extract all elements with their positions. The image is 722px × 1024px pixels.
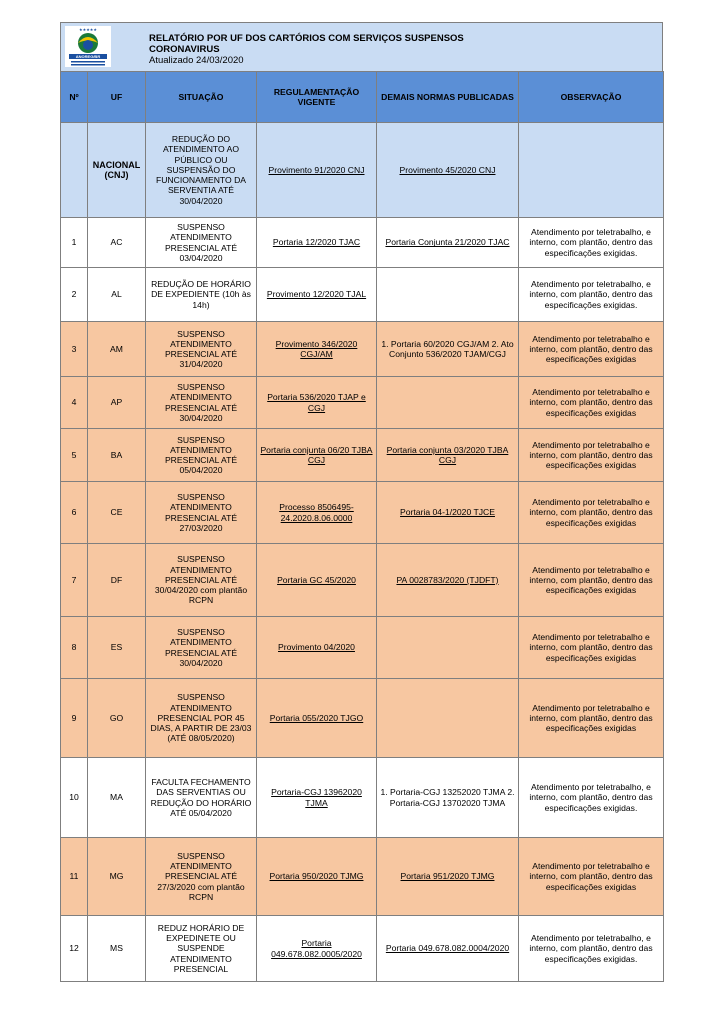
row-num: 12 [61,916,88,982]
row-situacao: SUSPENSO ATENDIMENTO PRESENCIAL ATÉ 27/03/2020 [146,482,257,544]
logo-text: ANOREG/BR [75,54,101,59]
row-situacao: SUSPENSO ATENDIMENTO PRESENCIAL POR 45 DIAS, A PARTIR DE 23/03 (ATÉ 08/05/2020) [146,679,257,758]
demais-normas-link[interactable]: Provimento 45/2020 CNJ [399,164,496,175]
row-observacao: Atendimento por teletrabalho e interno, com plantão, dentro das especificações exigidas [519,377,664,429]
demais-normas-link[interactable]: Portaria 049.678.082.0004/2020 [385,943,510,954]
updated-date: Atualizado 24/03/2020 [149,55,244,66]
table-row [61,218,664,268]
table-row [61,758,664,838]
row-observacao: Atendimento por teletrabalho e interno, com plantão, dentro das especificações exigidas [519,544,664,617]
regulamentacao-link[interactable]: Provimento 12/2020 TJAL [266,289,367,300]
regulamentacao-link[interactable]: Portaria GC 45/2020 [277,574,356,585]
regulamentacao-link[interactable]: Portaria conjunta 06/20 TJBA CGJ [260,444,373,465]
regulamentacao-link[interactable]: Provimento 91/2020 CNJ [268,164,365,175]
demais-normas-link[interactable]: Portaria Conjunta 21/2020 TJAC [385,237,510,248]
table-row [61,482,664,544]
row-situacao: SUSPENSO ATENDIMENTO PRESENCIAL ATÉ 31/04/2020 [146,322,257,377]
row-uf: AC [88,218,146,268]
row-situacao: SUSPENSO ATENDIMENTO PRESENCIAL ATÉ 30/04/2020 [146,617,257,679]
regulamentacao-link[interactable]: Portaria 950/2020 TJMG [269,871,364,882]
row-observacao: Atendimento por teletrabalho, e interno, com plantão, dentro das especificações exigidas. [519,268,664,322]
row-uf: MA [88,758,146,838]
regulamentacao-link[interactable]: Portaria 055/2020 TJGO [269,712,364,723]
col-header-demais: DEMAIS NORMAS PUBLICADAS [377,72,519,123]
row-uf: DF [88,544,146,617]
row-num: 11 [61,838,88,916]
row-demais: 1. Portaria-CGJ 13252020 TJMA 2. Portaria-CGJ 13702020 TJMA [377,758,519,838]
table-row [61,544,664,617]
regulamentacao-link[interactable]: Provimento 04/2020 [278,642,355,653]
row-situacao: REDUÇÃO DE HORÁRIO DE EXPEDIENTE (10h às 14h) [146,268,257,322]
row-observacao: Atendimento por teletrabalho e interno, com plantão, dentro das especificações exigidas [519,617,664,679]
document-page [60,22,663,982]
row-uf: ES [88,617,146,679]
table-row [61,322,664,377]
demais-normas-link[interactable]: Portaria 04-1/2020 TJCE [400,507,495,518]
row-num: 9 [61,679,88,758]
row-uf: MS [88,916,146,982]
table-row [61,838,664,916]
row-observacao: Atendimento por teletrabalho, e interno, com plantão, dentro das especificações exigidas. [519,218,664,268]
demais-normas-link[interactable]: Portaria conjunta 03/2020 TJBA CGJ [386,444,509,465]
row-num: 2 [61,268,88,322]
row-situacao: SUSPENSO ATENDIMENTO PRESENCIAL ATÉ 27/3/2020 com plantão RCPN [146,838,257,916]
row-num: 1 [61,218,88,268]
row-uf: AL [88,268,146,322]
row-situacao: SUSPENSO ATENDIMENTO PRESENCIAL ATÉ 30/04/2020 [146,377,257,429]
report-title-line2: CORONAVIRUS [149,44,220,55]
regulamentacao-link[interactable]: Processo 8506495-24.2020.8.06.0000 [279,502,354,523]
row-uf: MG [88,838,146,916]
row-demais: 1. Portaria 60/2020 CGJ/AM 2. Ato Conjunto 536/2020 TJAM/CGJ [377,322,519,377]
row-uf: CE [88,482,146,544]
col-header-uf: UF [88,72,146,123]
regulamentacao-link[interactable]: Portaria-CGJ 13962020 TJMA [271,787,362,808]
col-header-observacao: OBSERVAÇÃO [519,72,664,123]
row-observacao: Atendimento por teletrabalho e interno, com plantão, dentro das especificações exigidas [519,838,664,916]
regulamentacao-link[interactable]: Portaria 536/2020 TJAP e CGJ [267,392,366,413]
row-uf: AM [88,322,146,377]
row-num: 3 [61,322,88,377]
regulamentacao-link[interactable]: Portaria 12/2020 TJAC [272,237,361,248]
col-header-num: Nº [61,72,88,123]
row-num: 7 [61,544,88,617]
row-observacao: Atendimento por teletrabalho e interno, com plantão, dentro das especificações exigidas [519,429,664,482]
row-num: 10 [61,758,88,838]
row-num: 8 [61,617,88,679]
regulamentacao-link[interactable]: Provimento 346/2020 CGJ/AM [275,338,358,359]
row-situacao: SUSPENSO ATENDIMENTO PRESENCIAL ATÉ 03/04/2020 [146,218,257,268]
row-uf: BA [88,429,146,482]
table-row [61,377,664,429]
row-num: 5 [61,429,88,482]
col-header-situacao: SITUAÇÃO [146,72,257,123]
table-row [61,617,664,679]
regulamentacao-link[interactable]: Portaria 049.678.082.0005/2020 [271,938,362,959]
row-observacao: Atendimento por teletrabalho e interno, com plantão, dentro das especificações exigidas [519,322,664,377]
row-demais [377,377,519,429]
row-situacao: SUSPENSO ATENDIMENTO PRESENCIAL ATÉ 05/04/2020 [146,429,257,482]
demais-normas-link[interactable]: PA 0028783/2020 (TJDFT) [396,574,499,585]
table-header-row [61,72,664,123]
table-row [61,679,664,758]
row-situacao: FACULTA FECHAMENTO DAS SERVENTIAS OU REDUÇÃO DO HORÁRIO ATÉ 05/04/2020 [146,758,257,838]
col-header-regulamentacao: REGULAMENTAÇÃO VIGENTE [257,72,377,123]
title-block [149,33,464,66]
row-observacao [519,123,664,218]
row-uf: GO [88,679,146,758]
svg-text:★★★★★: ★★★★★ [79,27,97,32]
table-row [61,429,664,482]
row-demais [377,268,519,322]
row-demais [377,617,519,679]
demais-normas-link[interactable]: Portaria 951/2020 TJMG [400,871,495,882]
row-situacao: REDUÇÃO DO ATENDIMENTO AO PÚBLICO OU SUSPENSÃO DO FUNCIONAMENTO DA SERVENTIA ATÉ 30/04/2020 [146,123,257,218]
report-title-line1: RELATÓRIO POR UF DOS CARTÓRIOS COM SERVIÇOS SUSPENSOS [149,33,464,44]
anoreg-logo [65,26,111,67]
row-num [61,123,88,218]
row-observacao: Atendimento por teletrabalho, e interno, com plantão, dentro das especificações exigidas. [519,758,664,838]
row-num: 6 [61,482,88,544]
table-row [61,268,664,322]
row-num: 4 [61,377,88,429]
row-uf: NACIONAL (CNJ) [88,123,146,218]
row-observacao: Atendimento por teletrabalho, e interno, com plantão, dentro das especificações exigidas. [519,916,664,982]
report-table [60,71,664,982]
row-observacao: Atendimento por teletrabalho e interno, com plantão, dentro das especificações exigidas [519,482,664,544]
report-header [60,22,663,71]
row-observacao: Atendimento por teletrabalho e interno, com plantão, dentro das especificações exigidas [519,679,664,758]
row-demais [377,679,519,758]
table-row [61,123,664,218]
row-uf: AP [88,377,146,429]
row-situacao: SUSPENSO ATENDIMENTO PRESENCIAL ATÉ 30/04/2020 com plantão RCPN [146,544,257,617]
table-row [61,916,664,982]
row-situacao: REDUZ HORÁRIO DE EXPEDINETE OU SUSPENDE ATENDIMENTO PRESENCIAL [146,916,257,982]
